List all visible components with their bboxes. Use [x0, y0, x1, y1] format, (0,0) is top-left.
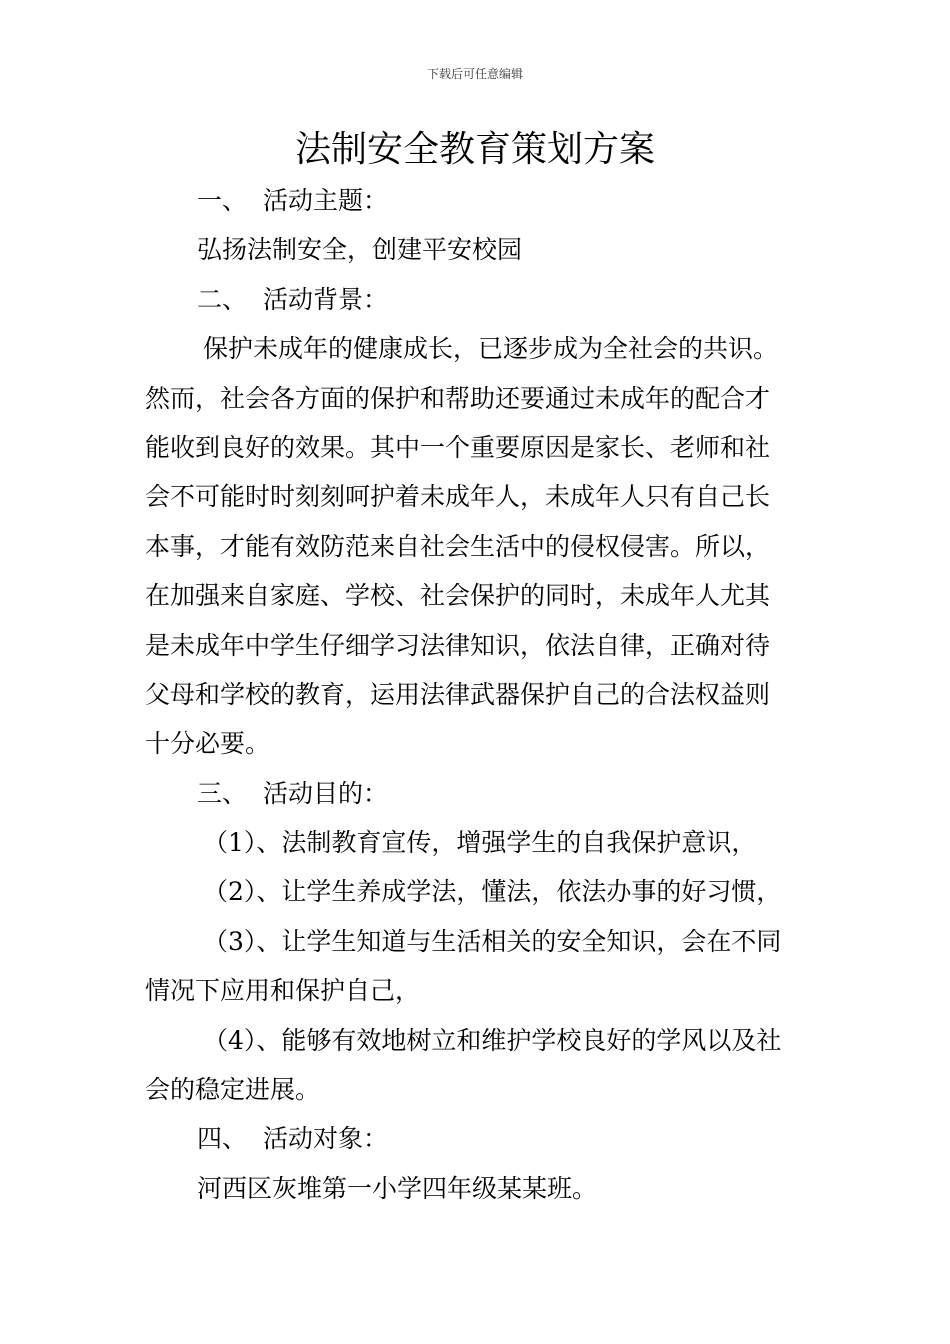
section-number: 一、	[197, 186, 248, 215]
section-heading-theme	[145, 176, 810, 225]
paragraph-line: 保护未成年的健康成长，已逐步成为全社会的共识。	[203, 334, 779, 364]
section-title: 活动对象：	[263, 1124, 389, 1154]
section-heading-background	[145, 275, 810, 324]
purpose-item: （3）、让学生知道与生活相关的安全知识，会在不同	[203, 926, 782, 956]
document-body	[145, 176, 810, 1213]
purpose-item-continuation: 会的稳定进展。	[145, 1075, 321, 1105]
purpose-item-continuation: 情况下应用和保护自己，	[145, 976, 421, 1006]
section-title: 活动主题：	[263, 186, 389, 215]
purpose-item: （1）、法制教育宣传，增强学生的自我保护意识，	[203, 828, 757, 858]
section-number: 三、	[197, 778, 248, 808]
purpose-item: （2）、让学生养成学法，懂法，依法办事的好习惯，	[203, 877, 782, 907]
paragraph-line: 父母和学校的教育，运用法律武器保护自己的合法权益则	[145, 679, 771, 709]
paragraph-line: 然而，社会各方面的保护和帮助还要通过未成年的配合才	[145, 383, 771, 413]
purpose-item: （4）、能够有效地树立和维护学校良好的学风以及社	[203, 1025, 782, 1055]
paragraph-line: 会不可能时时刻刻呵护着未成年人，未成年人只有自己长	[145, 482, 771, 512]
paragraph-line: 本事，才能有效防范来自社会生活中的侵权侵害。所以，	[145, 531, 771, 561]
section-number: 二、	[197, 284, 248, 314]
theme-text: 弘扬法制安全，创建平安校园	[197, 235, 523, 265]
header-note: 下载后可任意编辑	[426, 67, 523, 81]
section-heading-purpose	[145, 769, 810, 818]
paragraph-line: 十分必要。	[145, 729, 271, 759]
section-number: 四、	[197, 1124, 248, 1154]
document-title: 法制安全教育策划方案	[294, 129, 655, 170]
paragraph-line: 能收到良好的效果。其中一个重要原因是家长、老师和社	[145, 432, 771, 462]
audience-text: 河西区灰堆第一小学四年级某某班。	[197, 1173, 598, 1203]
section-title: 活动背景：	[263, 284, 389, 314]
section-heading-audience	[145, 1114, 810, 1163]
paragraph-line: 在加强来自家庭、学校、社会保护的同时，未成年人尤其	[145, 581, 771, 611]
paragraph-line: 是未成年中学生仔细学习法律知识，依法自律，正确对待	[145, 630, 771, 660]
section-title: 活动目的：	[263, 778, 389, 808]
